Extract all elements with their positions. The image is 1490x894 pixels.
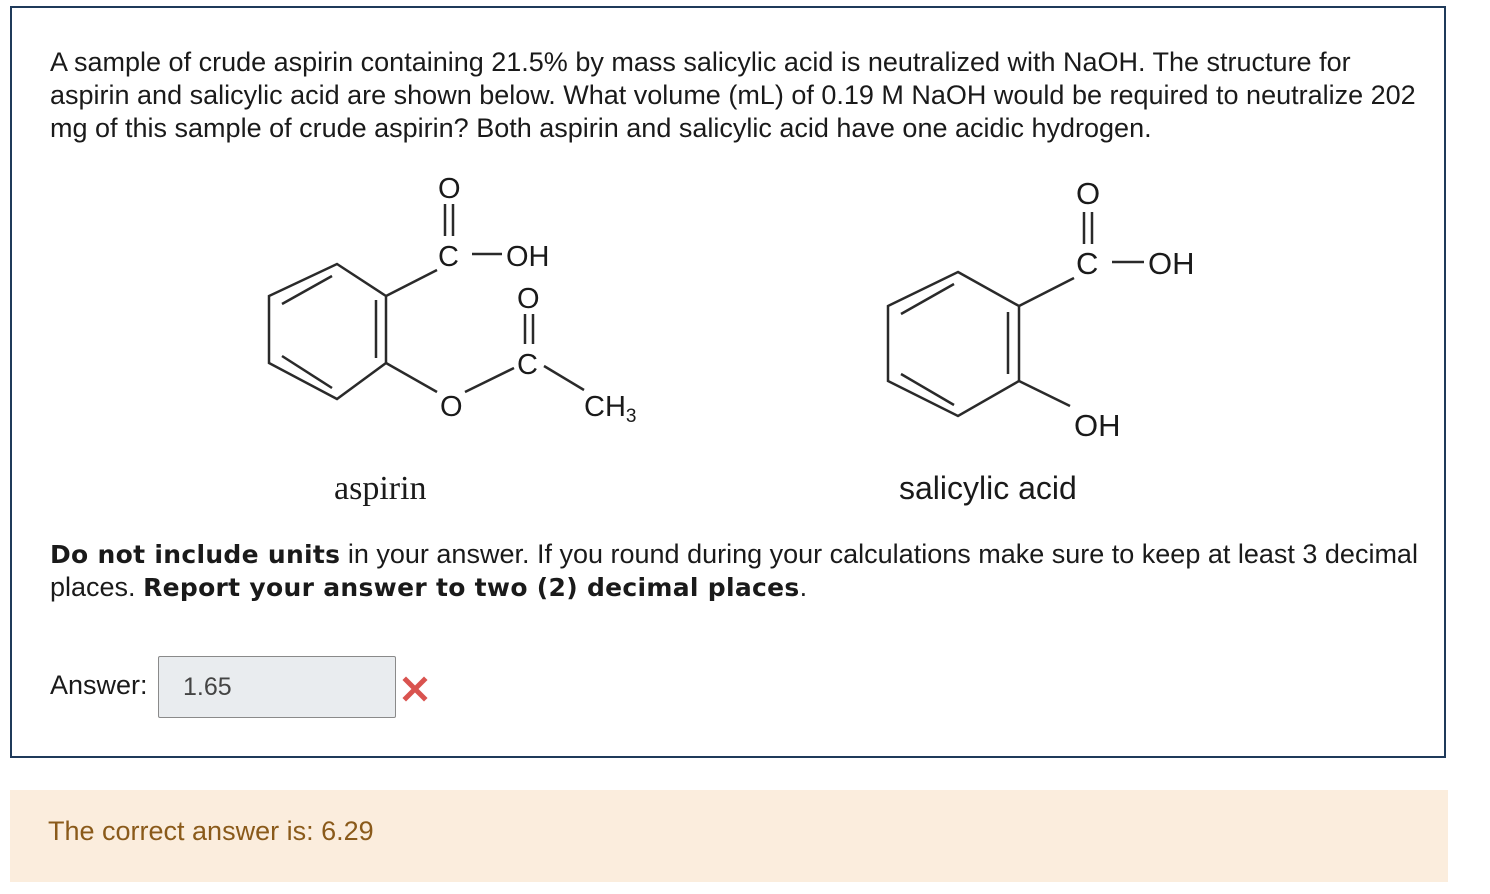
- instructions-rounding: in your answer. If you round during your calculations make sure to keep at least 3 decimal places.: [50, 539, 1418, 602]
- aspirin-atom-o-ester-carbonyl: O: [517, 283, 540, 315]
- correct-answer-feedback: The correct answer is: 6.29: [48, 816, 374, 846]
- salicylic-atom-o-top: O: [1076, 176, 1101, 211]
- aspirin-atom-o-top: O: [438, 173, 461, 205]
- salicylic-atom-oh-phenol: OH: [1074, 408, 1121, 443]
- aspirin-ch3-ch: CH: [584, 391, 626, 423]
- salicylic-atom-oh-acid: OH: [1148, 246, 1195, 281]
- aspirin-atom-o-ester: O: [440, 391, 463, 423]
- molecule-diagrams: [12, 8, 1448, 528]
- instructions-period: .: [799, 572, 808, 602]
- feedback-box: [10, 790, 1448, 882]
- instructions-bold-units: Do not include units: [50, 540, 341, 569]
- instructions-text: [50, 538, 1420, 604]
- incorrect-x-icon: [402, 676, 428, 702]
- salicylic-acid-structure: [888, 212, 1144, 416]
- salicylic-benzene-ring: [888, 272, 1019, 416]
- aspirin-benzene-ring: [269, 264, 386, 399]
- question-text: A sample of crude aspirin containing 21.5% by mass salicylic acid is neutralized with NaOH. The structure for aspirin and salicylic acid are shown below. What volume (mL) of 0.19 M NaOH would be required to neutralize 202 mg of this sample of crude aspirin? Both aspirin and salicylic acid have one acidic hydrogen.: [50, 47, 1416, 143]
- answer-input[interactable]: [158, 656, 396, 718]
- aspirin-name: aspirin: [334, 470, 427, 507]
- salicylic-atom-c-acid: C: [1076, 246, 1099, 281]
- aspirin-atom-c-acid: C: [438, 241, 459, 273]
- salicylic-acid-name: salicylic acid: [899, 470, 1077, 506]
- question-box: [10, 6, 1446, 758]
- aspirin-atom-oh: OH: [506, 241, 550, 273]
- instructions-bold-decimals: Report your answer to two (2) decimal places: [143, 573, 800, 602]
- aspirin-ch3-subscript: 3: [625, 406, 637, 427]
- aspirin-atom-ch3: [584, 391, 636, 427]
- aspirin-atom-c-ester: C: [517, 349, 538, 381]
- answer-label: Answer:: [50, 670, 148, 700]
